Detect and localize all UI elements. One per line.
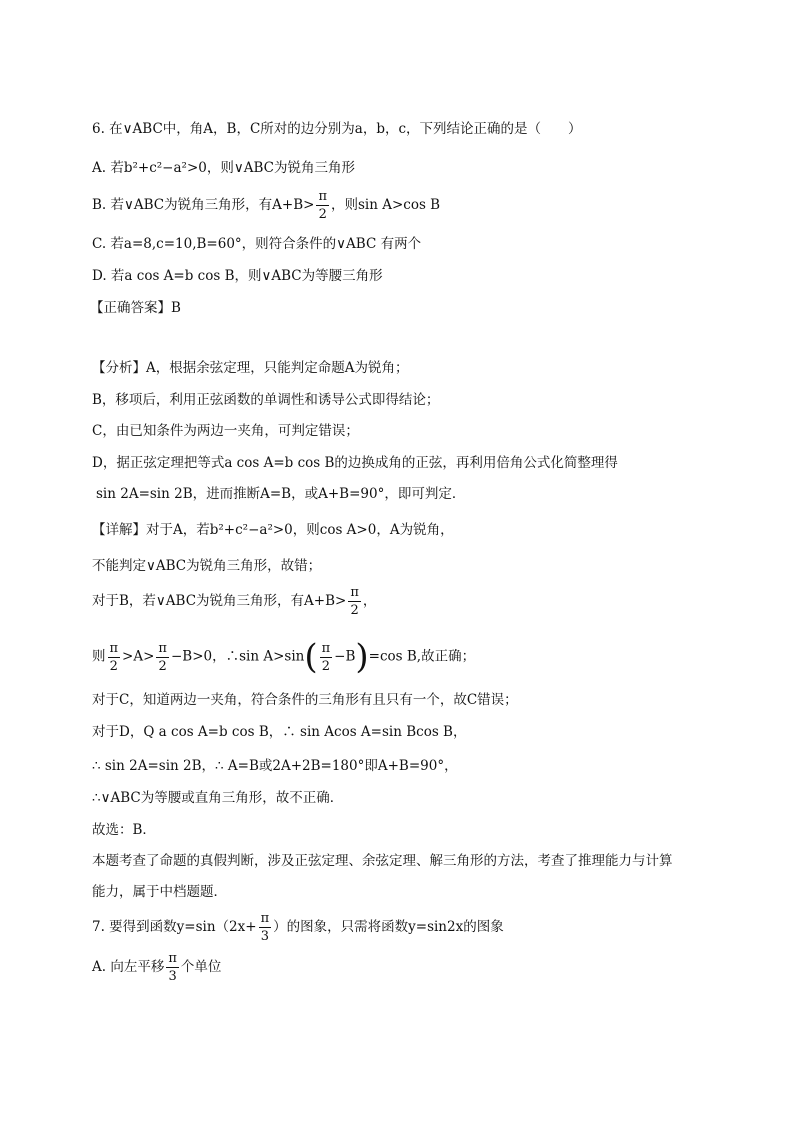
- detail-line-4-a: 则: [92, 648, 106, 665]
- fraction-pi-over-2: $\frac{\pi}{2}$: [318, 189, 327, 222]
- q6-option-c: C. 若a=8,c=10,B=60°，则符合条件的∨ABC 有两个: [92, 236, 422, 252]
- analysis-line-1: 【分析】A，根据余弦定理，只能判定命题A为锐角；: [92, 360, 409, 376]
- q6-option-a: A. 若b²+c²−a²>0，则∨ABC为锐角三角形: [92, 160, 355, 176]
- detail-line-9: 故选：B．: [92, 822, 156, 838]
- analysis-line-2: B，移项后，利用正弦函数的单调性和诱导公式即得结论；: [92, 392, 440, 408]
- detail-line-6: 对于D，Q a cos A=b cos B，∴ sin Acos A=sin Bcos B，: [92, 724, 467, 740]
- left-paren: (: [304, 637, 318, 677]
- analysis-line-3: C，由已知条件为两边一夹角，可判定错误；: [92, 423, 359, 439]
- detail-line-3: [92, 586, 376, 617]
- detail-line-1: 【详解】对于A，若b²+c²−a²>0，则cos A>0，A为锐角，: [92, 522, 454, 538]
- q6-answer: 【正确答案】B: [90, 300, 181, 316]
- detail-line-3-pre: 对于B，若∨ABC为锐角三角形，有A+B>: [92, 593, 347, 609]
- fraction-pi-over-3: $\frac{\pi}{3}$: [168, 951, 177, 984]
- q6-option-b-post: ，则sin A>cos B: [330, 197, 441, 213]
- fraction-pi-over-2: $\frac{\pi}{2}$: [350, 585, 359, 618]
- fraction-pi-over-2: $\frac{\pi}{2}$: [158, 640, 167, 674]
- fraction-pi-over-3: $\frac{\pi}{3}$: [260, 911, 270, 944]
- q6-option-b: [92, 190, 440, 221]
- q6-option-b-pre: B. 若∨ABC为锐角三角形，有A+B>: [92, 197, 315, 213]
- q7-option-a-post: 个单位: [180, 959, 222, 975]
- q7-option-a: [92, 952, 221, 983]
- analysis-line-4: D，据正弦定理把等式a cos A=b cos B的边换成角的正弦，再利用倍角公式化简整理得: [92, 455, 618, 471]
- detail-line-4-d: −B: [334, 648, 356, 665]
- detail-line-8: ∴∨ABC为等腰或直角三角形，故不正确．: [92, 790, 344, 806]
- detail-line-2: 不能判定∨ABC为锐角三角形，故错；: [92, 558, 322, 574]
- q7-option-a-pre: A. 向左平移: [92, 959, 165, 975]
- detail-line-4-c: −B>0，∴sin A>sin: [170, 648, 305, 665]
- fraction-pi-over-2: $\frac{\pi}{2}$: [321, 640, 331, 674]
- detail-line-11: 能力，属于中档题题．: [92, 884, 227, 900]
- q7-stem: [92, 912, 504, 943]
- detail-line-4-e: =cos B,故正确；: [368, 648, 476, 665]
- detail-line-7: ∴ sin 2A=sin 2B，∴ A=B或2A+2B=180°即A+B=90°，: [92, 758, 458, 774]
- detail-line-3-post: ，: [362, 593, 377, 609]
- detail-line-4: [92, 637, 476, 677]
- detail-line-5: 对于C，知道两边一夹角，符合条件的三角形有且只有一个，故C错误；: [92, 692, 518, 708]
- detail-line-10: 本题考查了命题的真假判断，涉及正弦定理、余弦定理、解三角形的方法，考查了推理能力与计算: [92, 853, 673, 869]
- fraction-pi-over-2: $\frac{\pi}{2}$: [109, 640, 119, 674]
- q6-stem: 6. 在∨ABC中，角A，B，C所对的边分别为a，b，c，下列结论正确的是（ ）: [92, 121, 582, 137]
- detail-line-4-b: >A>: [122, 648, 155, 665]
- q7-stem-post: ）的图象，只需将函数y=sin2x的图象: [273, 919, 504, 935]
- analysis-line-5: sin 2A=sin 2B，进而推断A=B，或A+B=90°，即可判定．: [96, 486, 466, 502]
- right-paren: ): [355, 637, 369, 677]
- q7-stem-pre: 7. 要得到函数y=sin（2x+: [92, 919, 257, 935]
- q6-option-d: D. 若a cos A=b cos B，则∨ABC为等腰三角形: [92, 268, 383, 284]
